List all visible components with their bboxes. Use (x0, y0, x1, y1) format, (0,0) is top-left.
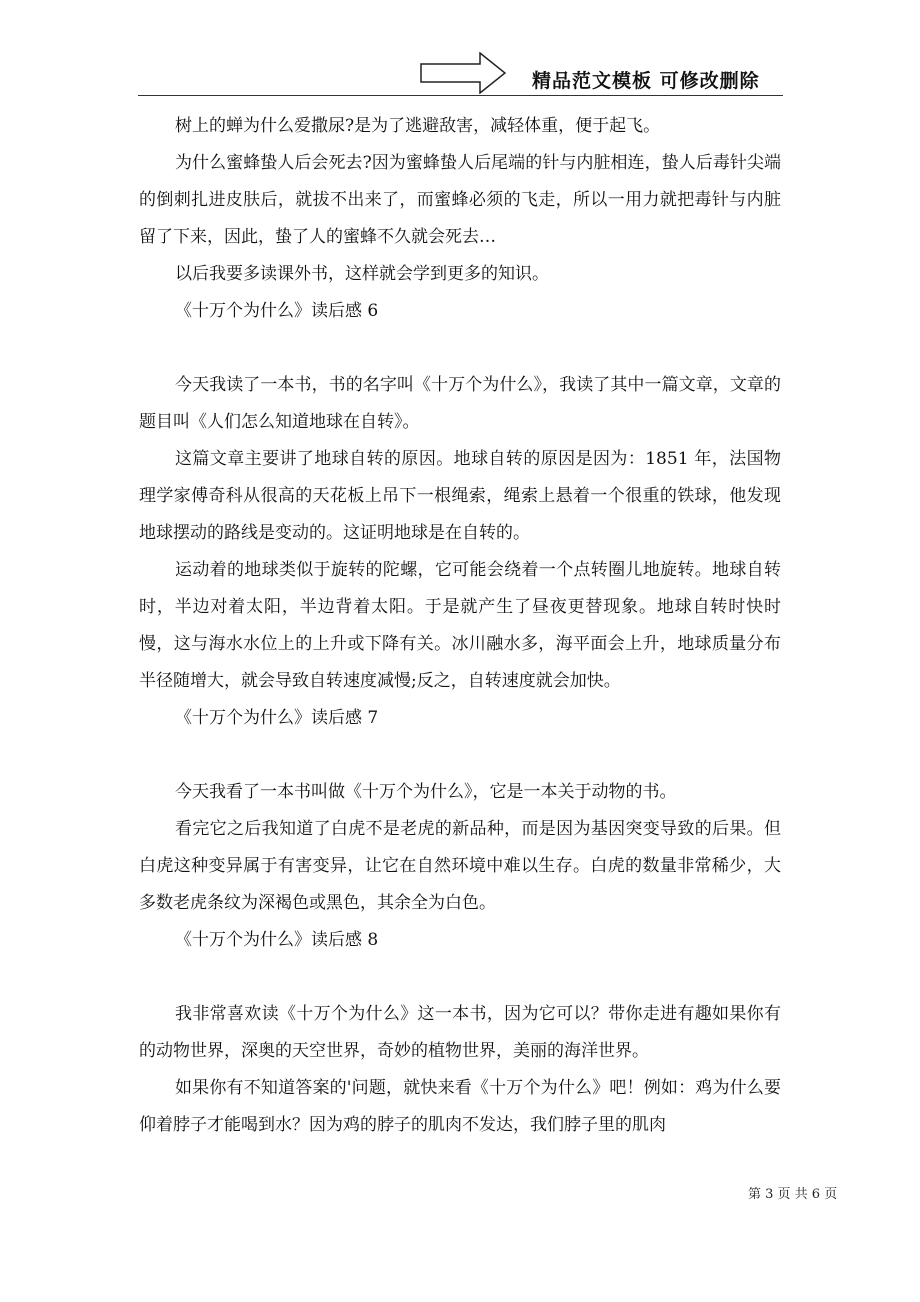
section-heading: 《十万个为什么》读后感 7 (175, 708, 379, 728)
blank-line (139, 330, 781, 367)
paragraph: 运动着的地球类似于旋转的陀螺，它可能会绕着一个点转圈儿地旋转。地球自转时，半边对着太阳，半边背着太阳。于是就产生了昼夜更替现象。地球自转时快时慢，这与海水水位上的上升或下降有关。冰川融水多，海平面会上升，地球质量分布半径随增大，就会导致自转速度减慢;反之，自转速度就会加快。 (139, 560, 781, 691)
arrow-right-icon (420, 52, 506, 94)
document-body (139, 108, 781, 1144)
blank-line (139, 737, 781, 774)
section-heading: 《十万个为什么》读后感 8 (175, 930, 379, 950)
header-divider (138, 95, 783, 96)
page-number: 第 3 页 共 6 页 (748, 1187, 838, 1202)
paragraph: 我非常喜欢读《十万个为什么》这一本书，因为它可以？带你走进有趣如果你有的动物世界，深奥的天空世界，奇妙的植物世界，美丽的海洋世界。 (139, 1004, 781, 1061)
paragraph: 今天我读了一本书，书的名字叫《十万个为什么》，我读了其中一篇文章，文章的题目叫《人们怎么知道地球在自转》。 (139, 375, 781, 432)
section-heading: 《十万个为什么》读后感 6 (175, 301, 379, 321)
paragraph: 如果你有不知道答案的'问题，就快来看《十万个为什么》吧！例如：鸡为什么要仰着脖子才能喝到水？因为鸡的脖子的肌肉不发达，我们脖子里的肌肉 (139, 1078, 781, 1135)
paragraph: 为什么蜜蜂蛰人后会死去?因为蜜蜂蛰人后尾端的针与内脏相连，蛰人后毒针尖端的倒刺扎进皮肤后，就拔不出来了，而蜜蜂必须的飞走，所以一用力就把毒针与内脏留了下来，因此，蛰了人的蜜蜂不久就会死去… (139, 153, 781, 247)
paragraph: 这篇文章主要讲了地球自转的原因。地球自转的原因是因为：1851 年，法国物理学家傅奇科从很高的天花板上吊下一根绳索，绳索上悬着一个很重的铁球，他发现地球摆动的路线是变动的。这证明地球是在自转的。 (139, 449, 781, 543)
page-header (0, 0, 920, 100)
paragraph: 看完它之后我知道了白虎不是老虎的新品种，而是因为基因突变导致的后果。但白虎这种变异属于有害变异，让它在自然环境中难以生存。白虎的数量非常稀少，大多数老虎条纹为深褐色或黑色，其余全为白色。 (139, 819, 781, 913)
paragraph: 树上的蝉为什么爱撒尿?是为了逃避敌害，减轻体重，便于起飞。 (175, 116, 661, 136)
paragraph: 今天我看了一本书叫做《十万个为什么》，它是一本关于动物的书。 (175, 782, 677, 802)
blank-line (139, 959, 781, 996)
paragraph: 以后我要多读课外书，这样就会学到更多的知识。 (175, 264, 549, 284)
header-title: 精品范文模板 可修改删除 (532, 70, 760, 92)
